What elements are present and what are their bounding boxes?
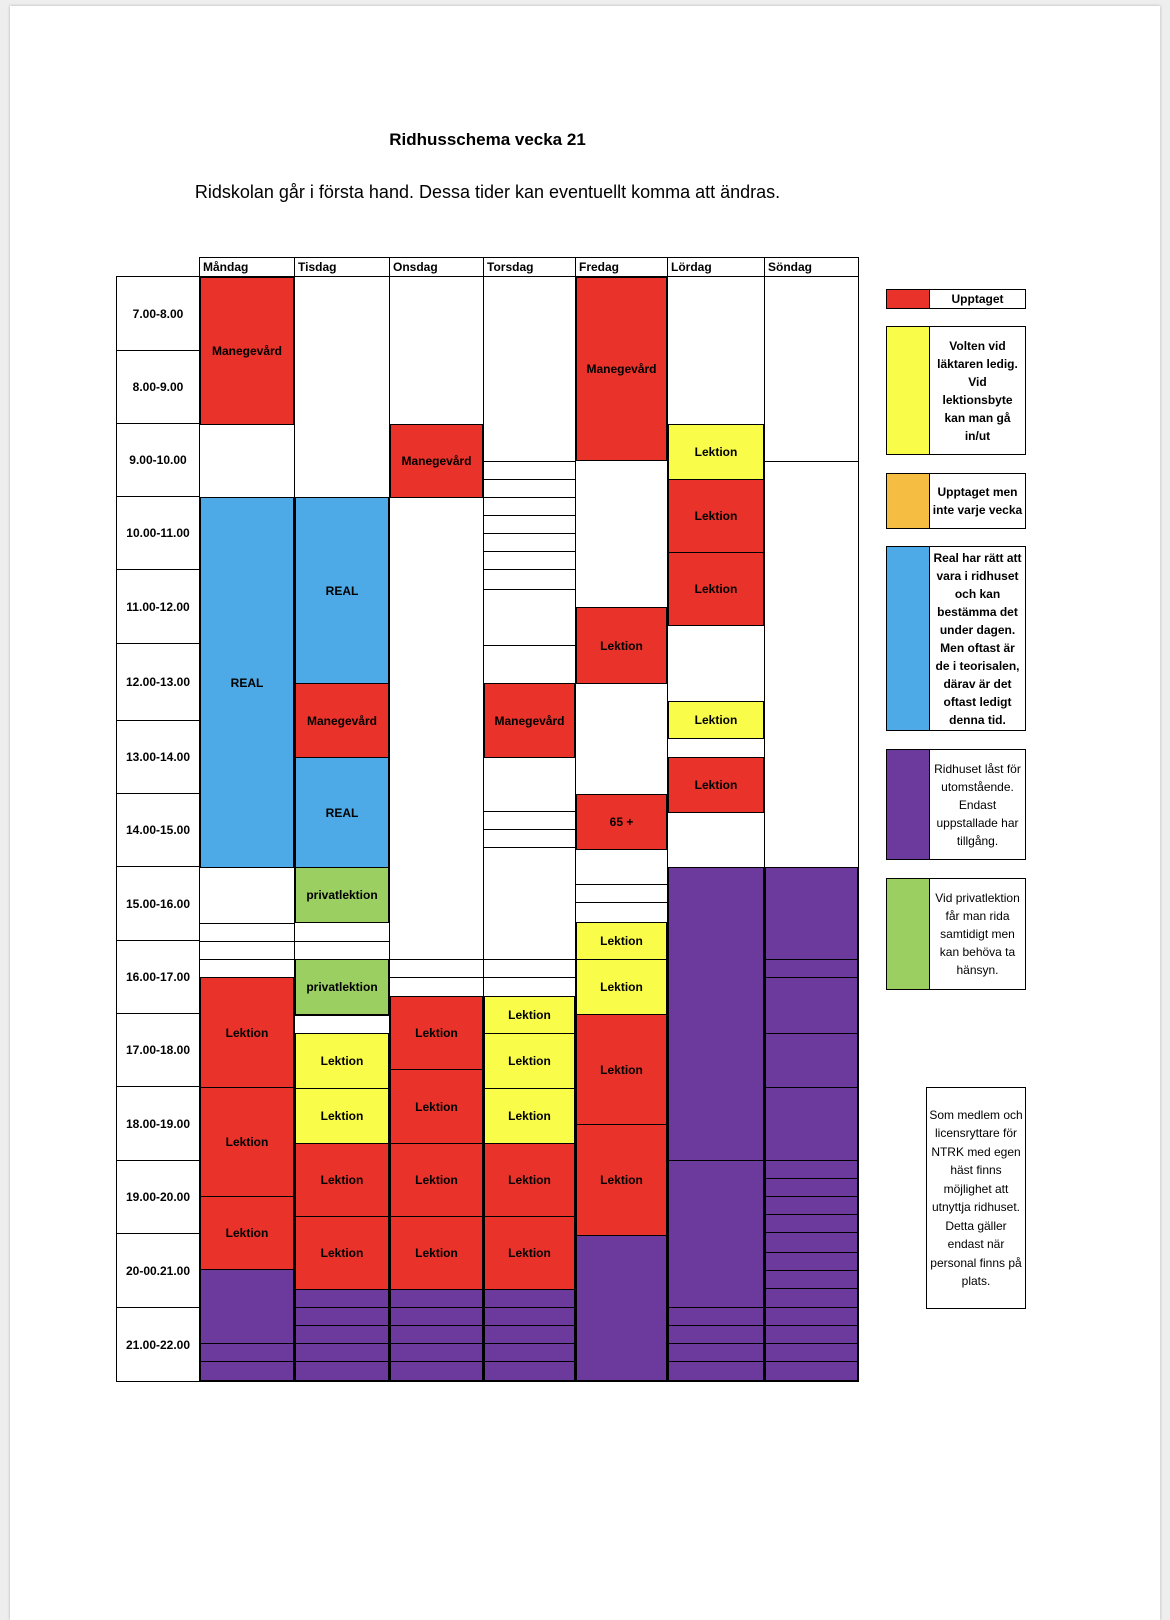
legend-swatch-orange (887, 474, 930, 528)
grid-line (295, 941, 389, 942)
legend-last (886, 749, 1026, 860)
grid-line (484, 977, 575, 978)
legend-label: Vid privatlektion får man rida samtidigt men kan behöva ta hänsyn. (935, 891, 1020, 977)
grid-line (765, 1343, 858, 1344)
grid-line (765, 977, 858, 978)
grid-line (484, 515, 575, 516)
time-slot-label: 15.00-16.00 (116, 866, 200, 941)
block-locked (200, 1269, 294, 1381)
grid-line (484, 551, 575, 552)
column-saturday (667, 276, 765, 1382)
day-header-sunday: Söndag (764, 257, 859, 277)
legend-label: Volten vid läktaren ledig. Vid lektionsbyte kan man gå in/ut (937, 338, 1018, 443)
block-manegevard: Manegevård (295, 683, 389, 758)
day-header-thursday: Torsdag (483, 257, 576, 277)
day-header-wednesday: Onsdag (389, 257, 484, 277)
time-slot-label: 16.00-17.00 (116, 940, 200, 1014)
grid-line (484, 1325, 575, 1326)
block-manegevard: Manegevård (390, 424, 483, 498)
block-lektion: Lektion (390, 1143, 483, 1217)
grid-line (668, 1307, 764, 1308)
grid-line (200, 923, 294, 924)
grid-line (765, 1252, 858, 1253)
grid-line (390, 1343, 483, 1344)
time-slot-label: 7.00-8.00 (116, 276, 200, 351)
grid-line (668, 1361, 764, 1362)
block-manegevard: Manegevård (576, 277, 667, 461)
block-lektion: Lektion (295, 1216, 389, 1290)
column-tuesday (294, 276, 390, 1382)
block-real: REAL (200, 497, 294, 868)
column-wednesday (389, 276, 484, 1382)
block-lektion: Lektion (668, 757, 764, 813)
grid-line (765, 1214, 858, 1215)
block-locked (765, 867, 858, 1381)
legend-real (886, 546, 1026, 731)
column-thursday (483, 276, 576, 1382)
block-lektion: Lektion (390, 996, 483, 1070)
legend-label: Real har rätt att vara i ridhuset och kan bestämma det under dagen. Men oftast är de i teorisalen, därav är det oftast ledigt denna tid. (933, 550, 1022, 727)
day-header-saturday: Lördag (667, 257, 765, 277)
block-65plus: 65 + (576, 794, 667, 850)
time-slot-label: 14.00-15.00 (116, 793, 200, 867)
block-locked (484, 1289, 575, 1381)
block-lektion: Lektion (200, 977, 294, 1088)
grid-line (668, 1160, 764, 1161)
member-note: Som medlem och licensryttare för NTRK med egen häst finns möjlighet att utnyttja ridhuset. Detta gäller endast när personal finns på plats. (926, 1087, 1026, 1309)
time-slot-label: 9.00-10.00 (116, 423, 200, 497)
block-manegevard: Manegevård (484, 683, 575, 758)
block-lektion: Lektion (295, 1088, 389, 1144)
grid-line (576, 884, 667, 885)
block-lektion: Lektion (576, 1124, 667, 1236)
block-lektion: Lektion (484, 1216, 575, 1290)
block-manegevard: Manegevård (200, 277, 294, 425)
legend-swatch-red (887, 290, 930, 308)
legend-label: Upptaget men inte varje vecka (932, 485, 1023, 517)
grid-line (765, 1361, 858, 1362)
grid-line (484, 569, 575, 570)
grid-line (484, 1307, 575, 1308)
block-lektion: Lektion (484, 1143, 575, 1217)
grid-line (295, 1361, 389, 1362)
grid-line (484, 461, 575, 462)
block-lektion: Lektion (484, 1033, 575, 1089)
block-privatlektion: privatlektion (295, 959, 389, 1015)
grid-line (295, 1325, 389, 1326)
time-slot-label: 11.00-12.00 (116, 569, 200, 644)
time-slot-label: 17.00-18.00 (116, 1013, 200, 1087)
block-lektion: Lektion (484, 996, 575, 1034)
column-friday (575, 276, 668, 1382)
time-slot-label: 12.00-13.00 (116, 643, 200, 721)
grid-line (390, 977, 483, 978)
block-lektion: Lektion (668, 479, 764, 553)
grid-line (484, 959, 575, 960)
grid-line (668, 1325, 764, 1326)
legend-volten (886, 326, 1026, 455)
grid-line (295, 1015, 389, 1016)
legend-swatch-yellow (887, 327, 930, 454)
block-lektion: Lektion (200, 1087, 294, 1197)
legend-label: Upptaget (951, 292, 1004, 306)
grid-line (484, 847, 575, 848)
grid-line (484, 811, 575, 812)
grid-line (765, 1232, 858, 1233)
block-locked (390, 1289, 483, 1381)
grid-line (484, 479, 575, 480)
block-lektion: Lektion (484, 1088, 575, 1144)
column-sunday (764, 276, 859, 1382)
day-header-tuesday: Tisdag (294, 257, 390, 277)
grid-line (484, 533, 575, 534)
block-lektion: Lektion (576, 1014, 667, 1125)
legend-swatch-purple (887, 750, 930, 859)
legend-label: Ridhuset låst för utomstående. Endast uppstallade har tillgång. (934, 761, 1021, 848)
legend-privat (886, 878, 1026, 990)
grid-line (484, 829, 575, 830)
time-slot-label: 10.00-11.00 (116, 496, 200, 570)
block-lektion: Lektion (295, 1143, 389, 1217)
time-slot-label: 21.00-22.00 (116, 1307, 200, 1382)
grid-line (200, 1343, 294, 1344)
grid-line (765, 1087, 858, 1088)
grid-line (765, 461, 858, 462)
grid-line (484, 1361, 575, 1362)
legend-upptaget (886, 289, 1026, 309)
document-page (10, 6, 1160, 1620)
grid-line (765, 1196, 858, 1197)
block-locked (668, 867, 764, 1381)
time-slot-label: 18.00-19.00 (116, 1086, 200, 1161)
grid-line (765, 1288, 858, 1289)
block-lektion: Lektion (390, 1069, 483, 1144)
grid-line (576, 902, 667, 903)
grid-line (390, 1325, 483, 1326)
grid-line (295, 1307, 389, 1308)
time-slot-label: 19.00-20.00 (116, 1160, 200, 1234)
legend-swatch-blue (887, 547, 930, 730)
block-locked (295, 1289, 389, 1381)
grid-line (484, 497, 575, 498)
grid-line (390, 959, 483, 960)
block-locked (576, 1235, 667, 1381)
grid-line (295, 1343, 389, 1344)
time-slot-label: 13.00-14.00 (116, 720, 200, 794)
block-lektion: Lektion (576, 607, 667, 684)
grid-line (765, 959, 858, 960)
block-real: REAL (295, 757, 389, 868)
grid-line (200, 941, 294, 942)
block-lektion: Lektion (576, 922, 667, 960)
block-lektion: Lektion (576, 959, 667, 1015)
legend-ibland (886, 473, 1026, 529)
block-lektion: Lektion (390, 1216, 483, 1290)
grid-line (765, 1307, 858, 1308)
block-lektion: Lektion (200, 1196, 294, 1270)
grid-line (765, 1325, 858, 1326)
day-header-friday: Fredag (575, 257, 668, 277)
block-real: REAL (295, 497, 389, 684)
grid-line (765, 1270, 858, 1271)
time-slot-label: 20-00.21.00 (116, 1233, 200, 1308)
block-privatlektion: privatlektion (295, 867, 389, 923)
grid-line (668, 1343, 764, 1344)
day-header-monday: Måndag (199, 257, 295, 277)
grid-line (765, 1160, 858, 1161)
block-lektion: Lektion (668, 701, 764, 739)
grid-line (390, 1361, 483, 1362)
time-slot-label: 8.00-9.00 (116, 350, 200, 424)
grid-line (390, 1307, 483, 1308)
grid-line (484, 645, 575, 646)
block-lektion: Lektion (668, 424, 764, 480)
grid-line (765, 1033, 858, 1034)
legend-swatch-green (887, 879, 930, 989)
block-lektion: Lektion (295, 1033, 389, 1089)
column-monday (199, 276, 295, 1382)
grid-line (484, 1343, 575, 1344)
grid-line (765, 1178, 858, 1179)
block-lektion: Lektion (668, 552, 764, 626)
grid-line (200, 1361, 294, 1362)
grid-line (200, 959, 294, 960)
grid-line (484, 589, 575, 590)
page-title: Ridhusschema vecka 21 (389, 130, 586, 149)
page-subtitle: Ridskolan går i första hand. Dessa tider kan eventuellt komma att ändras. (194, 182, 781, 202)
